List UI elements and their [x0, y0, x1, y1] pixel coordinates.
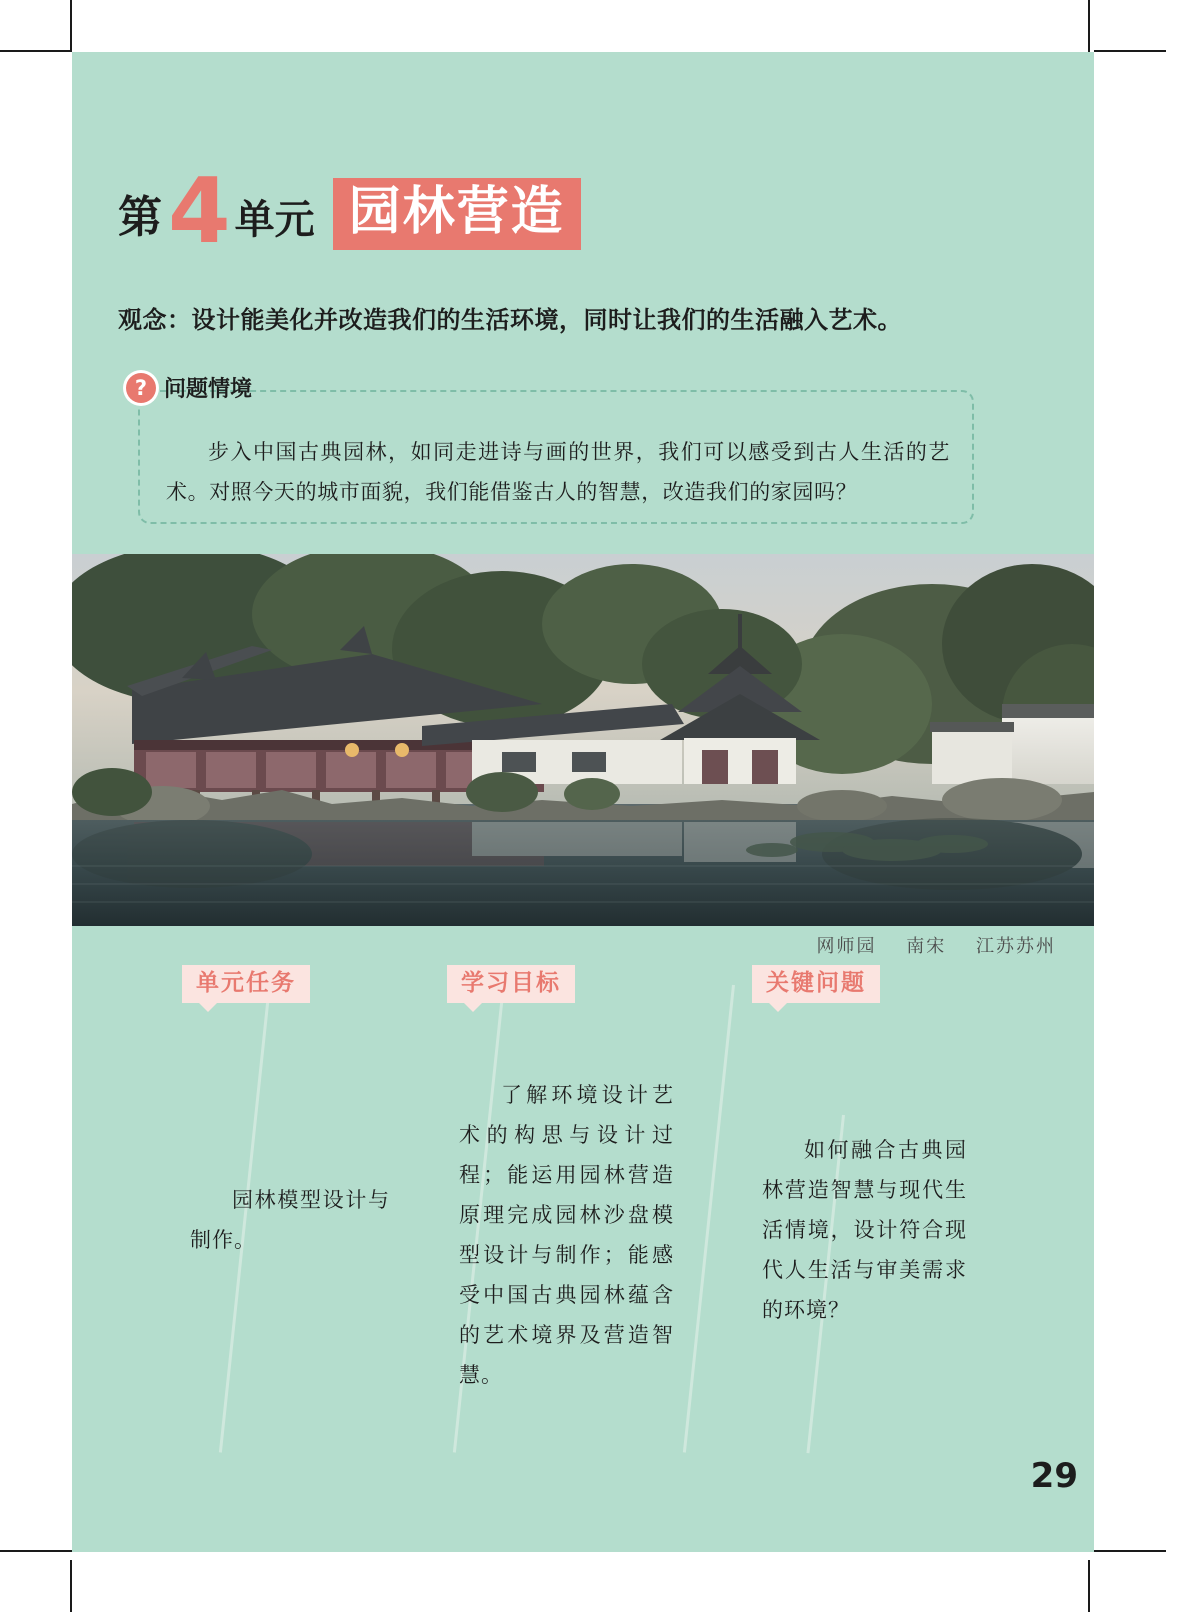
crop-mark-bottom-right-v: [1088, 1560, 1090, 1612]
caption-name: 网师园: [816, 936, 877, 957]
crop-mark-top-left-h: [0, 50, 72, 52]
column-tag-unit-task: 单元任务: [182, 965, 310, 1003]
title-badge: 园林营造: [333, 178, 581, 250]
crop-mark-top-right-h: [1094, 50, 1166, 52]
column-body-key-question: 如何融合古典园林营造智慧与现代生活情境，设计符合现代人生活与审美需求的环境？: [762, 1138, 967, 1322]
question-situation-title: 问题情境: [164, 377, 253, 402]
title-prefix: 第: [118, 192, 162, 243]
column-learning-goals: [447, 965, 712, 1387]
column-body-unit-task: 园林模型设计与制作。: [190, 1188, 390, 1252]
column-body-learning-goals: 了解环境设计艺术的构思与设计过程；能运用园林营造原理完成园林沙盘模型设计与制作；能感受中国古典园林蕴含的艺术境界及营造智慧。: [459, 1083, 674, 1387]
caption-dynasty: 南宋: [906, 936, 947, 957]
question-situation-text: 步入中国古典园林，如同走进诗与画的世界，我们可以感受到古人生活的艺术。对照今天的城市面貌，我们能借鉴古人的智慧，改造我们的家园吗？: [166, 440, 950, 504]
concept-statement: 观念：设计能美化并改造我们的生活环境，同时让我们的生活融入艺术。: [118, 306, 902, 334]
unit-overview-columns: [72, 965, 1094, 1435]
crop-mark-top-right-v: [1088, 0, 1090, 52]
garden-photo: [72, 554, 1094, 926]
crop-mark-bottom-left-h: [0, 1550, 72, 1552]
column-key-question: [752, 965, 987, 1322]
crop-mark-bottom-right-h: [1094, 1550, 1166, 1552]
photo-caption: [817, 932, 1056, 958]
title-unit-word: 单元: [234, 197, 315, 243]
question-mark-icon: ?: [126, 373, 156, 403]
caption-location: 江苏苏州: [976, 936, 1056, 957]
column-tag-learning-goals: 学习目标: [447, 965, 575, 1003]
page-title: [118, 140, 581, 264]
column-unit-task: [182, 965, 412, 1252]
question-situation-header: [126, 372, 252, 403]
page-number: 29: [1030, 1456, 1078, 1496]
garden-photo-illustration: [72, 554, 1094, 926]
crop-mark-bottom-left-v: [70, 1560, 72, 1612]
crop-mark-top-left-v: [70, 0, 72, 52]
title-unit-number: 4: [168, 158, 231, 264]
divider-line-3: [683, 985, 735, 1453]
page-panel: [72, 52, 1094, 1552]
column-tag-key-question: 关键问题: [752, 965, 880, 1003]
